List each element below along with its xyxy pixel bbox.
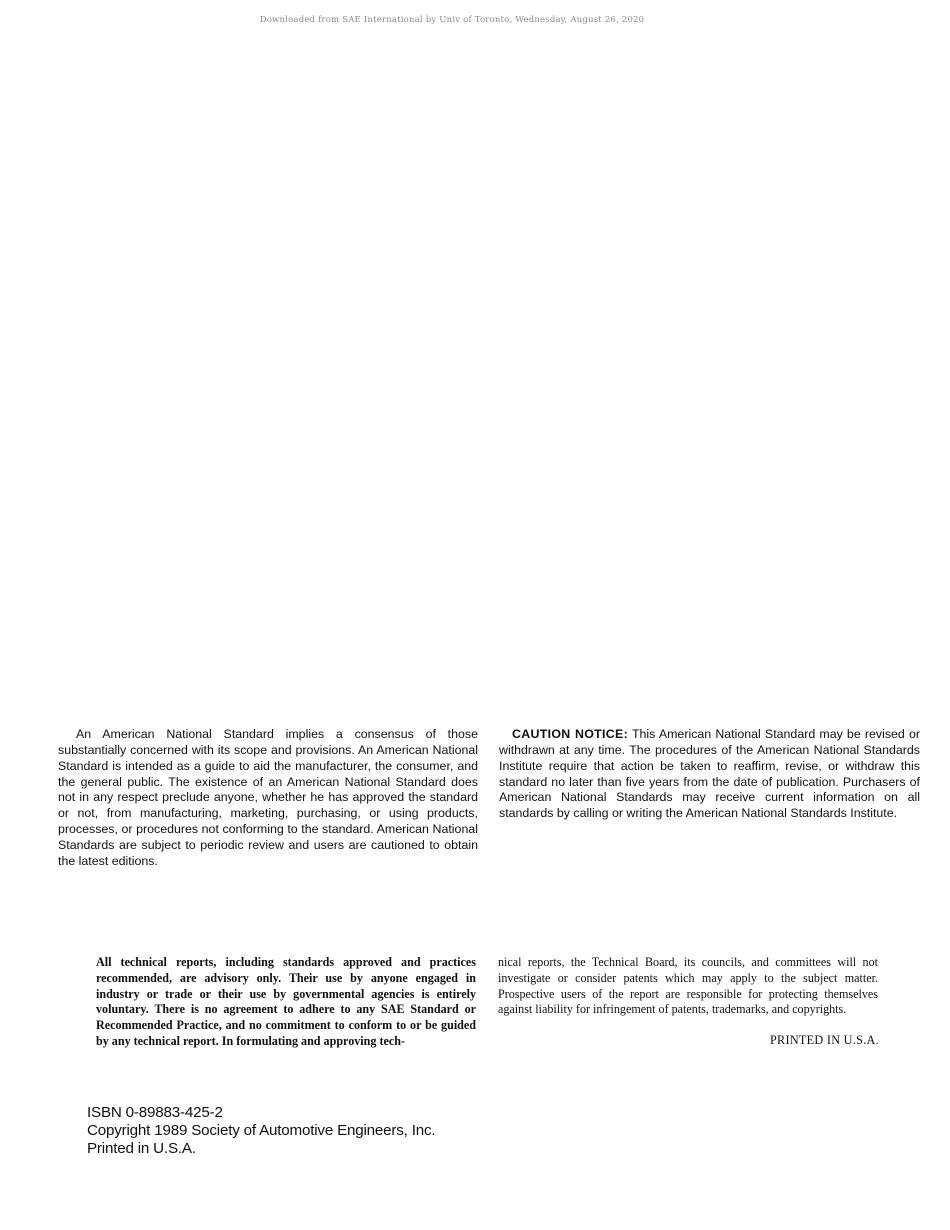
caution-notice-paragraph <box>499 727 920 822</box>
caution-notice-label: CAUTION NOTICE: <box>512 727 629 741</box>
printed-in: Printed in U.S.A. <box>87 1139 196 1157</box>
caution-notice-text: This American National Standard may be revised or withdrawn at any time. The procedures of the American National Standards Institute require that action be taken to reaffirm, revise, or withdraw this standard no later than five years from the date of publication. Purchasers of American National Standards may receive current information on all standards by calling or writing the American National Standards Institute. <box>499 727 920 821</box>
printed-in-usa: PRINTED IN U.S.A. <box>769 1033 879 1047</box>
ans-consensus-paragraph: An American National Standard implies a consensus of those substantially concerned with its scope and provisions. An American National Standard is intended as a guide to aid the manufacturer, the consumer, and the general public. The existence of an American National Standard does not in any respect preclude anyone, whether he has approved the standard or not, from manufacturing, marketing, purchasing, or using products, processes, or procedures not conforming to the standard. American National Standards are subject to periodic review and users are cautioned to obtain the latest editions. <box>58 727 478 868</box>
download-notice: Downloaded from SAE International by Univ of Toronto, Wednesday, August 26, 2020 <box>259 15 645 25</box>
copyright: Copyright 1989 Society of Automotive Engineers, Inc. <box>87 1121 436 1139</box>
sae-advisory-text-left: All technical reports, including standards approved and practices recommended, are advisory only. Their use by anyone engaged in industry or trade or their use by governmental agencies is entirely voluntary. There is no agreement to adhere to any SAE Standard or Recommended Practice, and no commitment to conform to or be guided by any technical report. In formulating and approving tech- <box>96 955 476 1048</box>
isbn: ISBN 0-89883-425-2 <box>87 1104 223 1121</box>
imprint-block <box>87 1104 435 1157</box>
sae-advisory-text-right: nical reports, the Technical Board, its councils, and committees will not investigate or consider patents which may apply to the subject matter. Prospective users of the report are responsible for protecting themselves against liability for infringement of patents, trademarks, and copyrights. <box>498 955 878 1017</box>
